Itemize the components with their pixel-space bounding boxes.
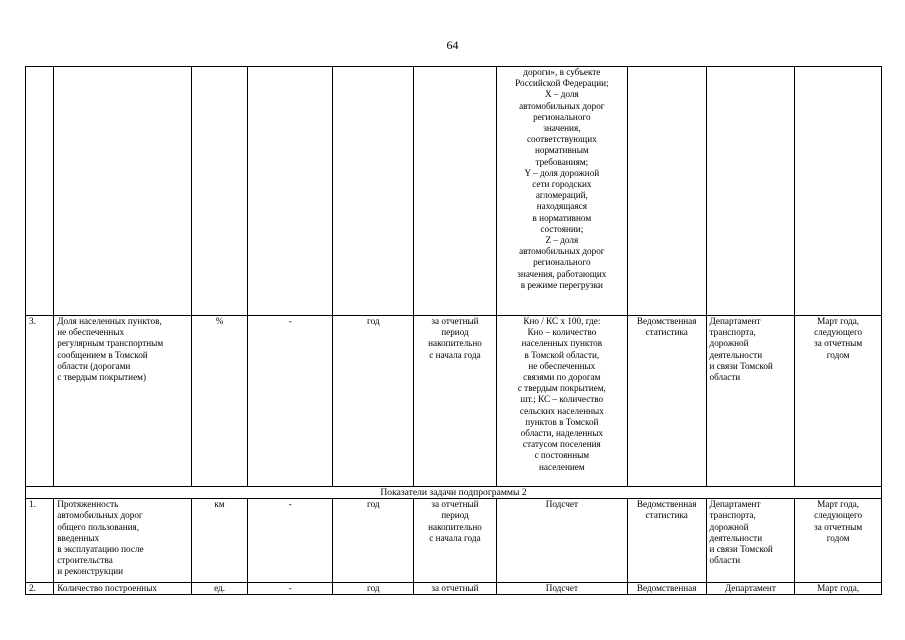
period-cell: за отчетный bbox=[414, 583, 497, 595]
calculation-method-cell: Кно / КС x 100, где: Кно – количество населенных пунктов в Томской области, не обеспеченных связями по дорогам с твердым покрытием, шт.; КС – количество сельских населенных пунктов в Томской области, наделенных статусом поселения с постоянным населением bbox=[496, 316, 627, 487]
unit-cell: % bbox=[192, 316, 247, 487]
direction-cell: - bbox=[247, 316, 333, 487]
data-source-cell: Ведомственная статистика bbox=[627, 499, 706, 583]
unit-cell: км bbox=[192, 499, 247, 583]
responsible-cell: Департамент транспорта, дорожной деятельности и связи Томской области bbox=[706, 316, 795, 487]
row-number: 3. bbox=[26, 316, 54, 487]
section-header: Показатели задачи подпрограммы 2 bbox=[26, 487, 882, 499]
table-row bbox=[26, 583, 882, 595]
section-header-row bbox=[26, 487, 882, 499]
table-row bbox=[26, 499, 882, 583]
data-source-cell: Ведомственная bbox=[627, 583, 706, 595]
frequency-cell: год bbox=[333, 499, 414, 583]
calculation-method-cell: дороги», в субъекте Российской Федерации; X – доля автомобильных дорог регионального значения, соответствующих нормативным требованиям; Y – доля дорожной сети городских агломераций, находящаяся в нормативном состоянии; Z – доля автомобильных дорог регионального значения, работающих в режиме перегрузки bbox=[496, 67, 627, 316]
unit-cell: ед. bbox=[192, 583, 247, 595]
period-cell: за отчетный период накопительно с начала года bbox=[414, 316, 497, 487]
page-number: 64 bbox=[446, 38, 459, 52]
row-number: 1. bbox=[26, 499, 54, 583]
indicator-name: Количество построенных bbox=[54, 583, 192, 595]
frequency-cell: год bbox=[333, 316, 414, 487]
table-row bbox=[26, 316, 882, 487]
deadline-cell: Март года, следующего за отчетным годом bbox=[795, 499, 882, 583]
frequency-cell: год bbox=[333, 583, 414, 595]
row-number: 2. bbox=[26, 583, 54, 595]
deadline-cell: Март года, bbox=[795, 583, 882, 595]
calculation-method-cell: Подсчет bbox=[496, 583, 627, 595]
calculation-method-cell: Подсчет bbox=[496, 499, 627, 583]
responsible-cell: Департамент транспорта, дорожной деятельности и связи Томской области bbox=[706, 499, 795, 583]
direction-cell: - bbox=[247, 583, 333, 595]
data-source-cell: Ведомственная статистика bbox=[627, 316, 706, 487]
indicator-name: Доля населенных пунктов, не обеспеченных регулярным транспортным сообщением в Томской области (дорогами с твердым покрытием) bbox=[54, 316, 192, 487]
responsible-cell: Департамент bbox=[706, 583, 795, 595]
indicator-name: Протяженность автомобильных дорог общего пользования, введенных в эксплуатацию после строительства и реконструкции bbox=[54, 499, 192, 583]
indicators-table bbox=[25, 66, 882, 595]
table-row-continuation bbox=[26, 67, 882, 316]
period-cell: за отчетный период накопительно с начала года bbox=[414, 499, 497, 583]
deadline-cell: Март года, следующего за отчетным годом bbox=[795, 316, 882, 487]
direction-cell: - bbox=[247, 499, 333, 583]
